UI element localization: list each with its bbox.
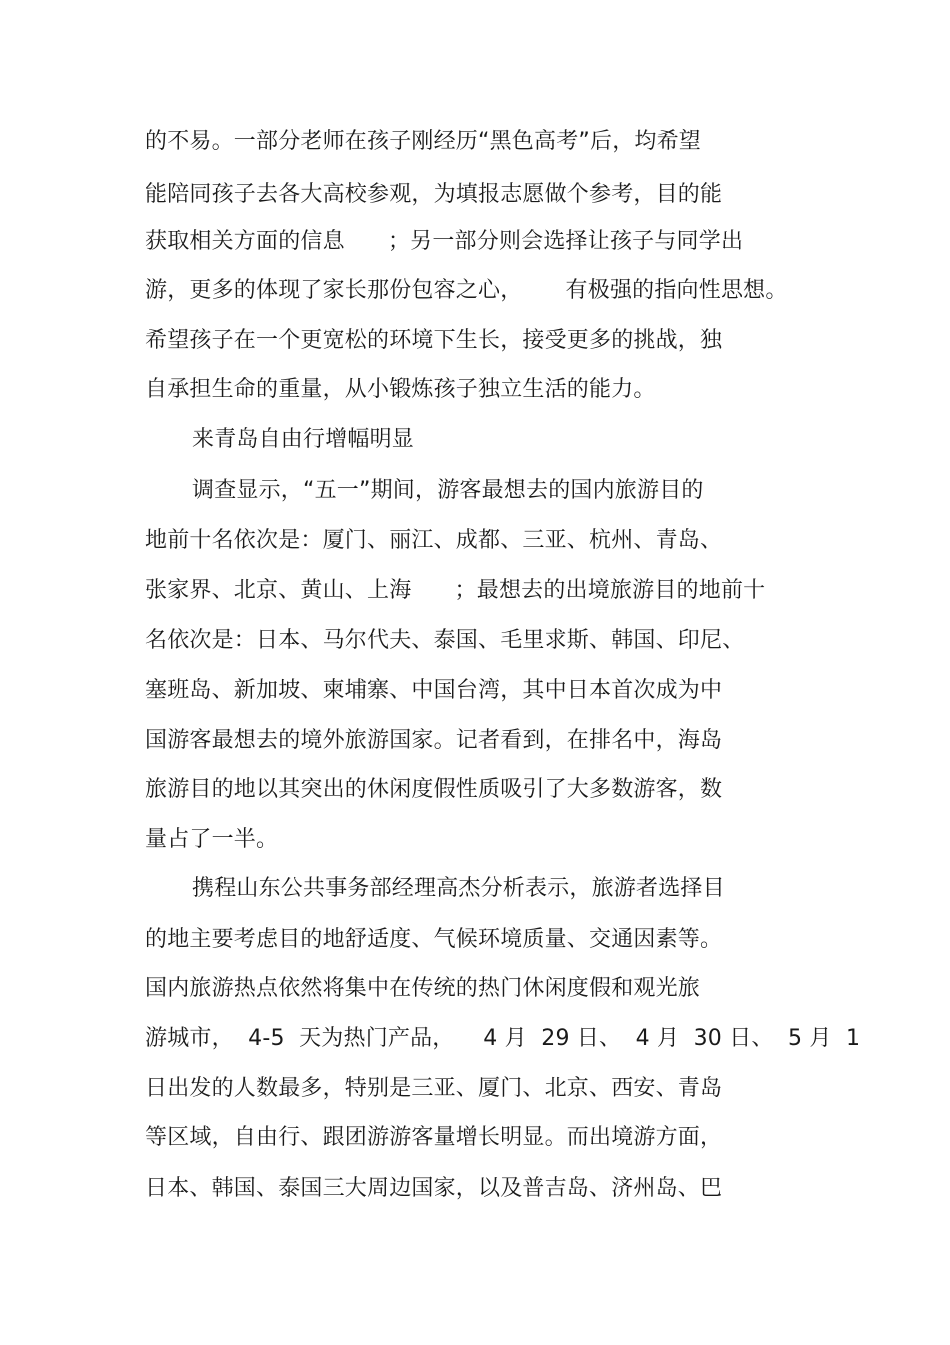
text-line-14: 旅游目的地以其突出的休闲度假性质吸引了大多数游客，数 bbox=[145, 777, 723, 802]
text-line-13: 国游客最想去的境外旅游国家。记者看到，在排名中，海岛 bbox=[145, 728, 723, 753]
text-line-8: 调查显示，“五一”期间，游客最想去的国内旅游目的 bbox=[192, 478, 704, 503]
text-line-3: 获取相关方面的信息 ；另一部分则会选择让孩子与同学出 bbox=[145, 229, 744, 254]
text-line-2: 能陪同孩子去各大高校参观，为填报志愿做个参考，目的能 bbox=[145, 182, 723, 207]
text-line-1: 的不易。一部分老师在孩子刚经历“黑色高考”后，均希望 bbox=[145, 129, 701, 154]
text-line-5: 希望孩子在一个更宽松的环境下生长，接受更多的挑战，独 bbox=[145, 328, 723, 353]
text-line-21: 等区域，自由行、跟团游游客量增长明显。而出境游方面， bbox=[145, 1125, 723, 1150]
text-line-11: 名依次是：日本、马尔代夫、泰国、毛里求斯、韩国、印尼、 bbox=[145, 628, 745, 653]
section-heading: 来青岛自由行增幅明显 bbox=[192, 427, 415, 452]
text-line-12: 塞班岛、新加坡、柬埔寨、中国台湾，其中日本首次成为中 bbox=[145, 678, 723, 703]
text-line-6: 自承担生命的重量，从小锻炼孩子独立生活的能力。 bbox=[145, 377, 656, 402]
text-line-16: 携程山东公共事务部经理高杰分析表示，旅游者选择目 bbox=[192, 876, 725, 901]
text-line-15: 量占了一半。 bbox=[145, 827, 279, 852]
text-line-17: 的地主要考虑目的地舒适度、气候环境质量、交通因素等。 bbox=[145, 927, 723, 952]
text-line-19: 游城市， 4-5 天为热门产品， 4 月 29 日、 4 月 30 日、 5 月 1 bbox=[145, 1026, 861, 1051]
text-line-10: 张家界、北京、黄山、上海 ；最想去的出境旅游目的地前十 bbox=[145, 578, 766, 603]
text-line-9: 地前十名依次是：厦门、丽江、成都、三亚、杭州、青岛、 bbox=[145, 528, 723, 553]
text-line-4: 游，更多的体现了家长那份包容之心， 有极强的指向性思想。 bbox=[145, 278, 788, 303]
text-line-22: 日本、韩国、泰国三大周边国家，以及普吉岛、济州岛、巴 bbox=[145, 1176, 723, 1201]
text-line-20: 日出发的人数最多，特别是三亚、厦门、北京、西安、青岛 bbox=[145, 1076, 723, 1101]
text-line-18: 国内旅游热点依然将集中在传统的热门休闲度假和观光旅 bbox=[145, 976, 701, 1001]
